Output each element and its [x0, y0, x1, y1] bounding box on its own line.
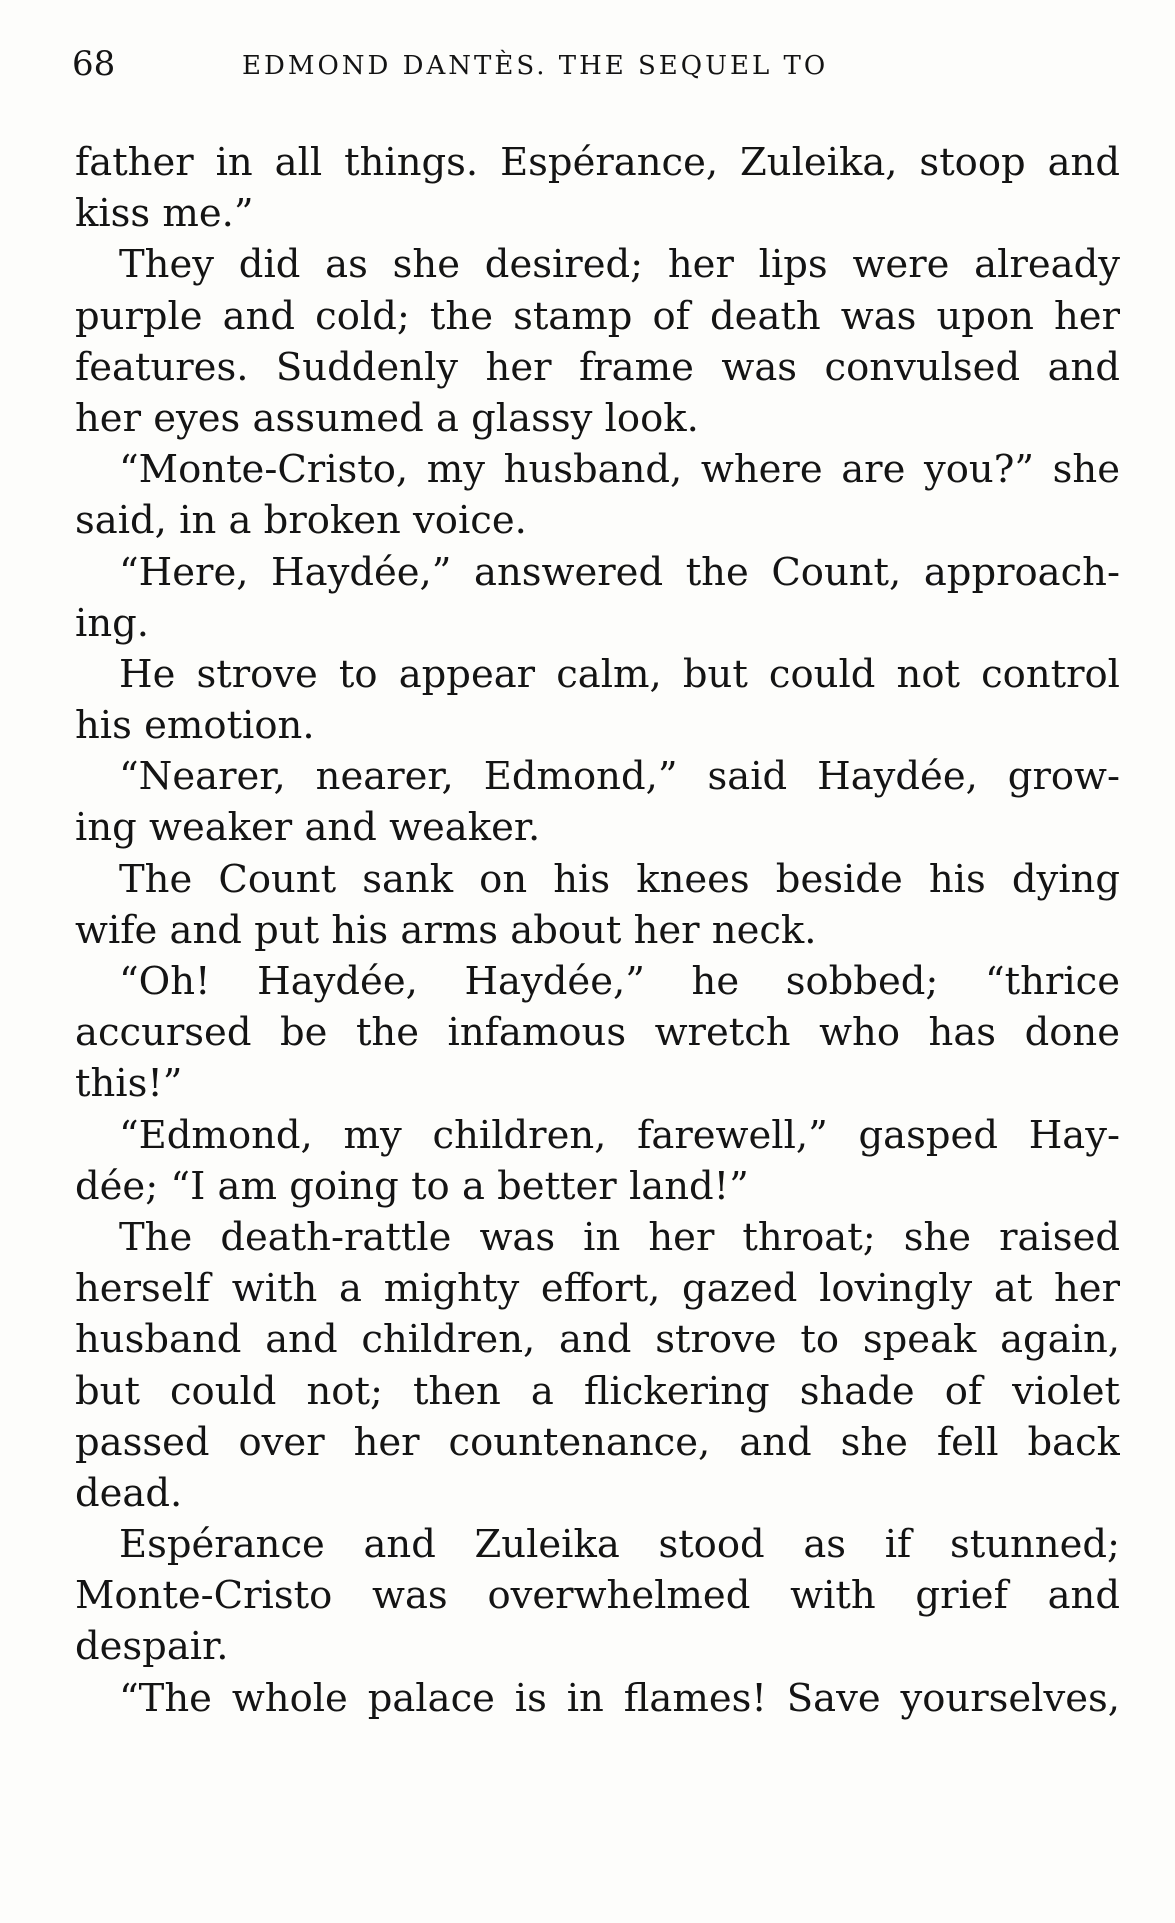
text-line: He strove to appear calm, but could not control	[119, 651, 1120, 697]
text-line: They did as she desired; her lips were already	[119, 242, 1120, 288]
body-text	[75, 137, 1120, 1724]
running-title: EDMOND DANTÈS. THE SEQUEL TO	[242, 51, 829, 81]
text-line: herself with a mighty effort, gazed lovingly at her	[75, 1266, 1120, 1312]
text-line: “The whole palace is in flames! Save yourselves,	[119, 1675, 1120, 1721]
text-line: “Oh! Haydée, Haydée,” he sobbed; “thrice	[119, 959, 1120, 1004]
text-line: The Count sank on his knees beside his dying	[119, 856, 1120, 902]
text-line: ing weaker and weaker.	[75, 805, 541, 851]
text-line: “Monte-Cristo, my husband, where are you?” she	[119, 447, 1120, 493]
text-line: “Edmond, my children, farewell,” gasped Hay-	[119, 1112, 1120, 1158]
text-line: The death-rattle was in her throat; she raised	[119, 1214, 1120, 1260]
text-line: “Nearer, nearer, Edmond,” said Haydée, grow-	[119, 754, 1120, 800]
text-line: husband and children, and strove to speak again,	[75, 1317, 1120, 1363]
text-line: her eyes assumed a glassy look.	[75, 395, 699, 441]
text-line: Espérance and Zuleika stood as if stunned;	[119, 1522, 1120, 1568]
text-line: features. Suddenly her frame was convulsed and	[75, 344, 1120, 390]
text-line: dead.	[75, 1470, 183, 1516]
text-line: purple and cold; the stamp of death was upon her	[75, 293, 1120, 339]
text-line: but could not; then a flickering shade of violet	[75, 1368, 1120, 1414]
text-line: accursed be the infamous wretch who has done	[75, 1010, 1120, 1056]
text-line: despair.	[75, 1624, 229, 1670]
running-header	[72, 44, 1132, 84]
text-line: passed over her countenance, and she fell back	[75, 1419, 1120, 1465]
text-line: father in all things. Espérance, Zuleika, stoop and	[75, 140, 1120, 185]
text-line: said, in a broken voice.	[75, 498, 527, 544]
text-line: “Here, Haydée,” answered the Count, approach-	[119, 549, 1120, 595]
text-line: his emotion.	[75, 703, 315, 749]
text-line: ing.	[75, 600, 149, 646]
text-line: dée; “I am going to a better land!”	[75, 1163, 749, 1209]
page-number: 68	[72, 44, 116, 84]
text-line: this!”	[75, 1061, 183, 1107]
text-line: kiss me.”	[75, 191, 254, 237]
text-line: Monte-Cristo was overwhelmed with grief and	[75, 1573, 1120, 1619]
text-line: wife and put his arms about her neck.	[75, 907, 817, 953]
